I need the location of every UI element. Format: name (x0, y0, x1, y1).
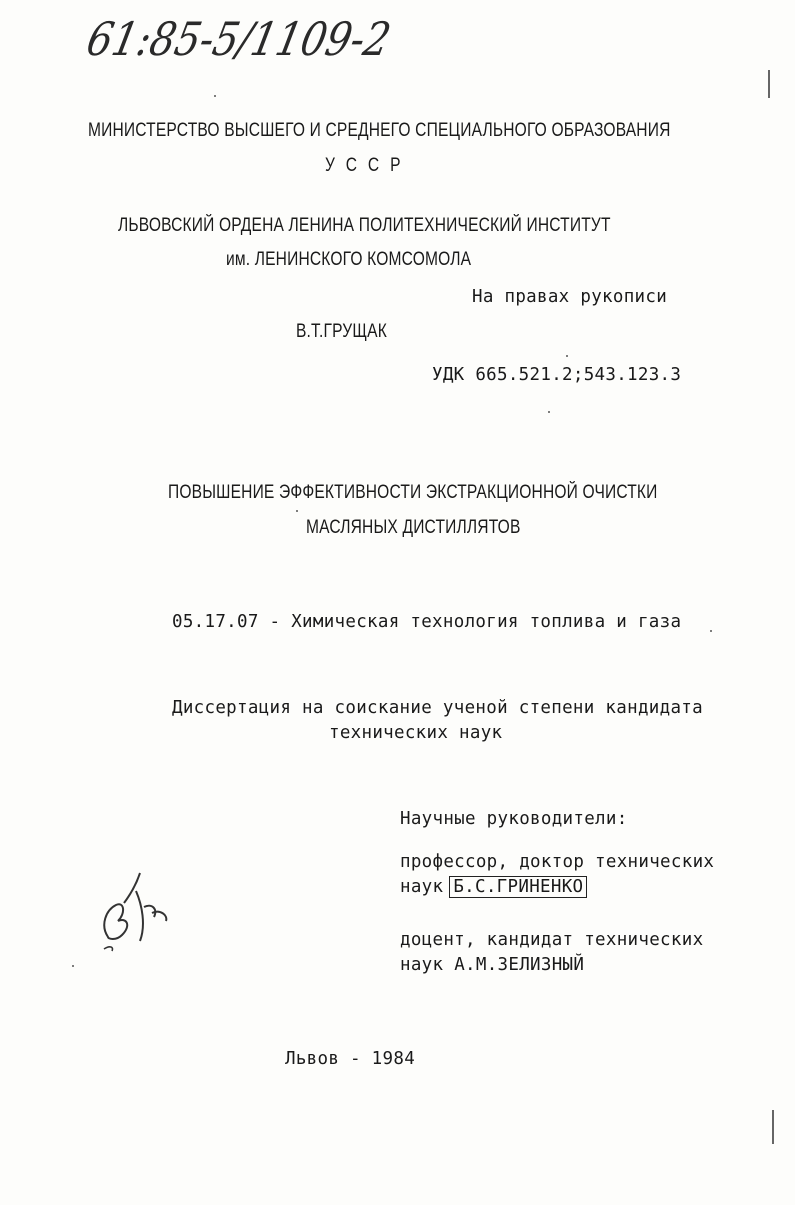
supervisor-2-degree: наук (400, 955, 444, 975)
institute-line-2: им. ЛЕНИНСКОГО КОМСОМОЛА (226, 249, 472, 270)
author-name: В.Т.ГРУЩАК (296, 321, 387, 342)
supervisor-1-title: профессор, доктор технических (400, 852, 715, 872)
supervisor-2-line (400, 954, 584, 976)
place-and-year: Львов - 1984 (285, 1049, 416, 1069)
institute-line-1: ЛЬВОВСКИЙ ОРДЕНА ЛЕНИНА ПОЛИТЕХНИЧЕСКИЙ ИНСТИТУТ (118, 215, 611, 236)
supervisor-2-title: доцент, кандидат технических (400, 930, 704, 950)
udk-code: УДК 665.521.2;543.123.3 (432, 365, 682, 385)
scan-speck (72, 965, 74, 967)
scan-speck (214, 95, 216, 97)
scan-speck (566, 355, 568, 357)
thesis-title-line-1: ПОВЫШЕНИЕ ЭФФЕКТИВНОСТИ ЭКСТРАКЦИОННОЙ ОЧИСТКИ (168, 482, 658, 503)
scan-mark (768, 70, 770, 98)
specialty-code: 05.17.07 - Химическая технология топлива и газа (172, 612, 682, 632)
thesis-title-line-2: МАСЛЯНЫХ ДИСТИЛЛЯТОВ (306, 517, 521, 538)
ministry-line-1: МИНИСТЕРСТВО ВЫСШЕГО И СРЕДНЕГО СПЕЦИАЛЬНОГО ОБРАЗОВАНИЯ (88, 120, 671, 141)
scan-mark (772, 1110, 774, 1144)
archive-number: 61:85-5/1109-2 (82, 12, 396, 66)
signature-mark (96, 865, 176, 955)
ministry-line-2: У С С Р (325, 155, 404, 176)
supervisors-heading: Научные руководители: (400, 809, 628, 829)
supervisor-1-name: Б.С.ГРИНЕНКО (449, 876, 587, 898)
supervisor-2-name: А.М.ЗЕЛИЗНЫЙ (454, 955, 585, 975)
degree-line-1: Диссертация на соискание ученой степени кандидата (172, 698, 703, 718)
supervisor-1-degree: наук (400, 877, 444, 897)
scan-speck (296, 510, 298, 512)
manuscript-rights: На правах рукописи (472, 287, 668, 307)
degree-line-2: технических наук (329, 723, 503, 743)
scan-speck (710, 630, 712, 632)
scan-speck (548, 411, 550, 413)
supervisor-1-line (400, 876, 587, 898)
